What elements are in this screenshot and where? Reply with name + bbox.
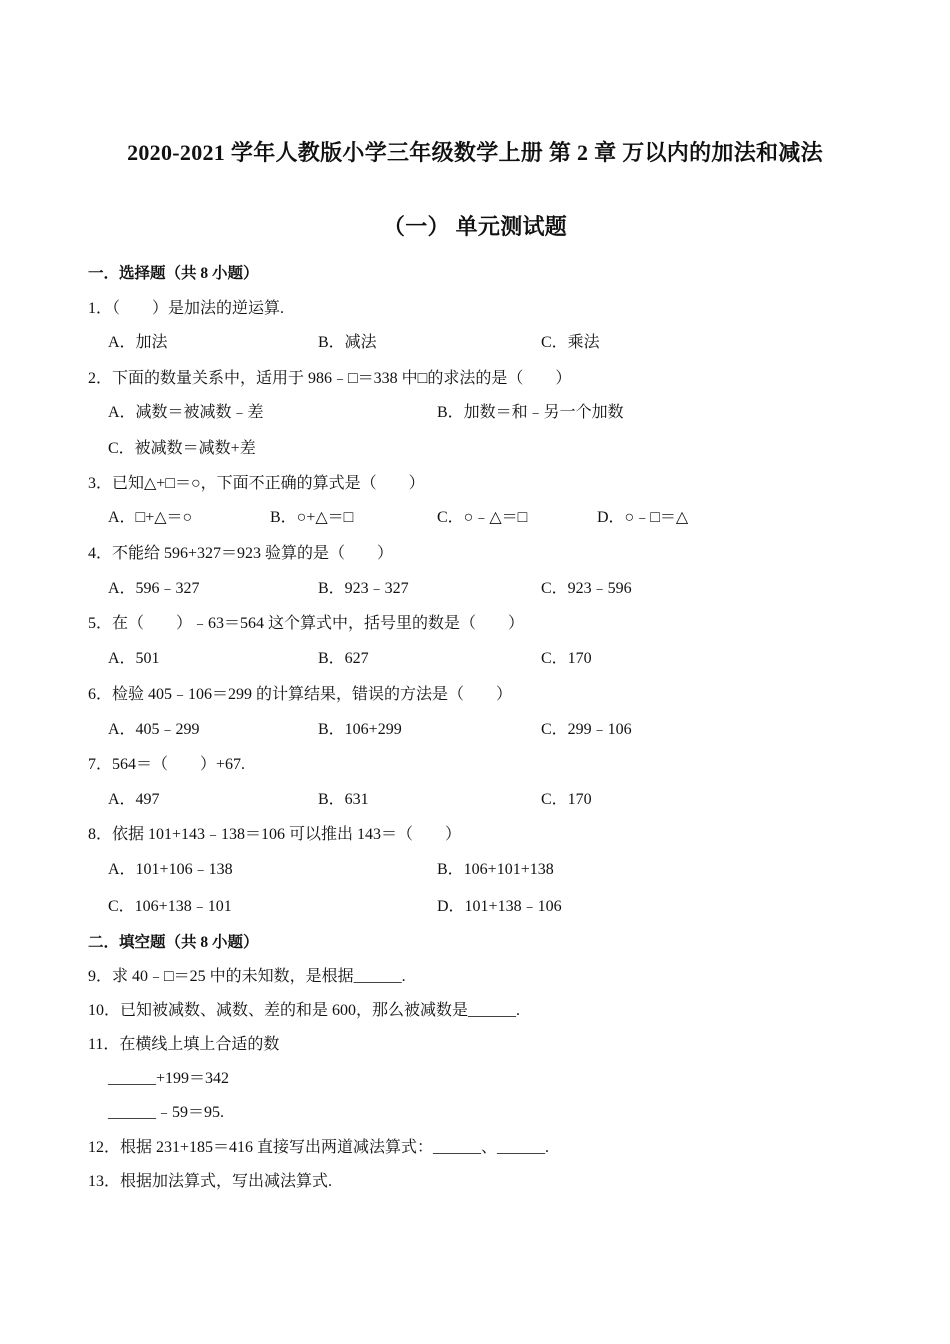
question-5-option-c: C．170 — [541, 650, 592, 667]
question-5-stem: 5．在（ ）﹣63＝564 这个算式中，括号里的数是（ ） — [88, 615, 525, 632]
question-8-option-c: C．106+138﹣101 — [108, 898, 232, 915]
question-5-option-a: A．501 — [108, 650, 160, 667]
question-6-option-b: B．106+299 — [318, 721, 402, 738]
question-6-stem: 6．检验 405﹣106＝299 的计算结果，错误的方法是（ ） — [88, 686, 513, 703]
question-1-option-a: A．加法 — [108, 334, 168, 351]
question-2-stem: 2．下面的数量关系中，适用于 986﹣□＝338 中□的求法的是（ ） — [88, 370, 572, 387]
document-title-line1: 2020-2021 学年人教版小学三年级数学上册 第 2 章 万以内的加法和减法 — [127, 140, 823, 165]
question-6-option-a: A．405﹣299 — [108, 721, 200, 738]
question-2-option-b: B．加数＝和﹣另一个加数 — [437, 404, 624, 421]
question-3-option-d: D．○﹣□＝△ — [597, 509, 689, 526]
question-11-blank-line-1: ______+199＝342 — [108, 1070, 230, 1087]
question-11-blank-line-2: ______﹣59＝95. — [108, 1104, 225, 1121]
question-4-option-c: C．923﹣596 — [541, 580, 632, 597]
question-7-option-a: A．497 — [108, 791, 160, 808]
question-4-option-a: A．596﹣327 — [108, 580, 200, 597]
question-4-option-b: B．923﹣327 — [318, 580, 409, 597]
question-3-option-a: A．□+△＝○ — [108, 509, 193, 526]
question-7-stem: 7．564＝（ ）+67. — [88, 756, 246, 773]
section-heading-fill-in: 二．填空题（共 8 小题） — [88, 934, 259, 951]
question-8-stem: 8．依据 101+143﹣138＝106 可以推出 143＝（ ） — [88, 826, 462, 843]
question-6-option-c: C．299﹣106 — [541, 721, 632, 738]
question-2-option-c: C．被减数＝减数+差 — [108, 440, 256, 457]
question-8-option-d: D．101+138﹣106 — [437, 898, 562, 915]
question-5-option-b: B．627 — [318, 650, 369, 667]
question-9-stem: 9．求 40﹣□＝25 中的未知数，是根据______. — [88, 968, 406, 985]
question-7-option-c: C．170 — [541, 791, 592, 808]
question-4-stem: 4．不能给 596+327＝923 验算的是（ ） — [88, 545, 394, 562]
question-1-option-c: C．乘法 — [541, 334, 600, 351]
question-7-option-b: B．631 — [318, 791, 369, 808]
question-3-stem: 3．已知△+□＝○，下面不正确的算式是（ ） — [88, 475, 425, 492]
question-11-stem: 11．在横线上填上合适的数 — [88, 1036, 280, 1053]
question-1-option-b: B．减法 — [318, 334, 377, 351]
document-title-line2: （一） 单元测试题 — [382, 214, 568, 239]
question-12-stem: 12．根据 231+185＝416 直接写出两道减法算式：______、______. — [88, 1139, 550, 1156]
question-10-stem: 10．已知被减数、减数、差的和是 600，那么被减数是______. — [88, 1002, 521, 1019]
question-2-option-a: A．减数＝被减数﹣差 — [108, 404, 264, 421]
section-heading-choice: 一．选择题（共 8 小题） — [88, 265, 259, 282]
question-13-stem: 13．根据加法算式，写出减法算式. — [88, 1173, 333, 1190]
question-1-stem: 1．（ ）是加法的逆运算. — [88, 300, 285, 317]
question-3-option-b: B．○+△＝□ — [270, 509, 354, 526]
question-3-option-c: C．○﹣△＝□ — [437, 509, 528, 526]
question-8-option-b: B．106+101+138 — [437, 861, 554, 878]
question-8-option-a: A．101+106﹣138 — [108, 861, 233, 878]
